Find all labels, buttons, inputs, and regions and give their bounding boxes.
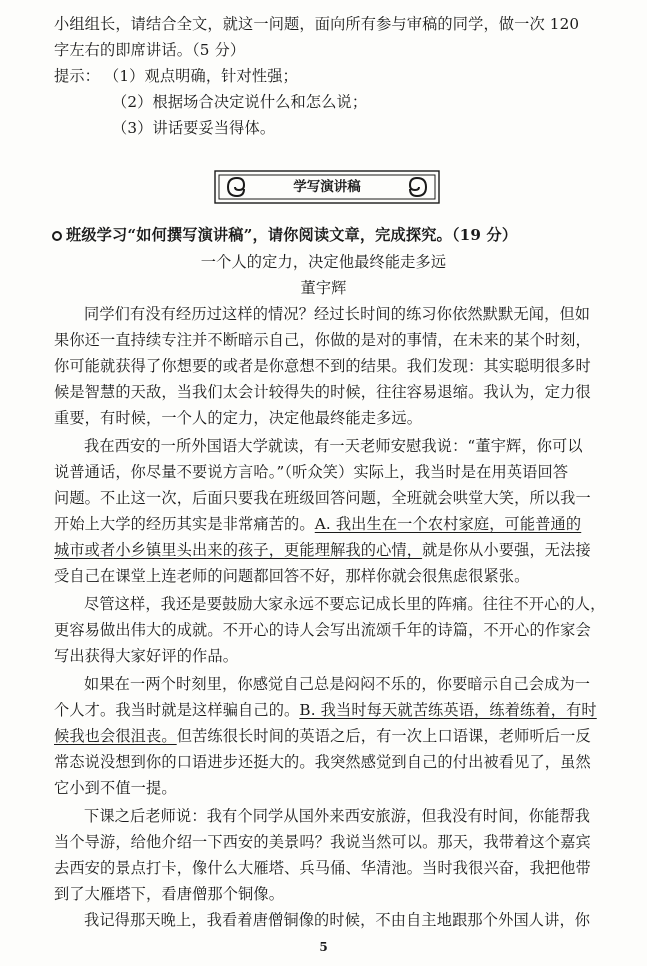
article-line: 问题。不止这一次，后面只要我在班级回答问题，全班就会哄堂大笑，所以我一 (54, 489, 591, 507)
underlined-sentence-a: A. 我出生在一个农村家庭，可能普通的 (314, 515, 582, 533)
article-line: 说普通话，你尽量不要说方言哈。”（听众笑）实际上，我当时是在用英语回答 (54, 463, 569, 481)
article-line: 候是智慧的天敌，当我们太会计较得失的时候，往往容易退缩。我认为，定力很 (54, 383, 591, 401)
article-line: 尽管这样，我还是要鼓励大家永远不要忘记成长里的阵痛。往往不开心的人， (84, 595, 606, 613)
article-line: 它小到不值一提。 (54, 779, 177, 797)
hint-item: （3）讲话要妥当得体。 (112, 119, 276, 137)
article-line: 去西安的景点打卡，像什么大雁塔、兵马俑、华清池。当时我很兴奋，我把他带 (54, 859, 591, 877)
underlined-sentence-a: 城市或者小乡镇里头出来的孩子，更能理解我的心情， (54, 541, 423, 559)
article-line: 同学们有没有经历过这样的情况？经过长时间的练习你依然默默无闻，但如 (84, 305, 591, 323)
page-number: 5 (319, 940, 328, 954)
article-title: 一个人的定力，决定他最终能走多远 (200, 253, 447, 271)
article-line: 我记得那天晚上，我看着唐僧铜像的时候，不由自主地跟那个外国人讲，你 (84, 911, 591, 929)
instruction-line: 小组组长，请结合全文，就这一问题，面向所有参与审稿的同学，做一次 120 (54, 15, 580, 33)
section-banner (214, 170, 440, 204)
article-line: 下课之后老师说：我有个同学从国外来西安旅游，但我没有时间，你能帮我 (84, 807, 591, 825)
hint-item: （1）观点明确，针对性强； (104, 67, 298, 85)
article-line: 如果在一两个时刻里，你感觉自己总是闷闷不乐的，你要暗示自己会成为一 (84, 675, 591, 693)
article-line: 我在西安的一所外国语大学就读，有一天老师安慰我说：“董宇辉，你可以 (84, 437, 583, 455)
hint-item: （2）根据场合决定说什么和怎么说； (112, 93, 368, 111)
banner-title: 学写演讲稿 (293, 179, 361, 195)
article-author: 董宇辉 (300, 279, 347, 297)
underlined-sentence-b: B. 我当时每天就苦练英语，练着练着，有时 (299, 701, 597, 719)
question-text: 班级学习“如何撰写演讲稿”，请你阅读文章，完成探究。（19 分） (66, 226, 518, 244)
article-line: 到了大雁塔下，看唐僧那个铜像。 (54, 885, 285, 903)
instruction-line: 字左右的即席讲话。（5 分） (54, 41, 246, 59)
article-line: 果你还一直持续专注并不断暗示自己，你做的是对的事情，在未来的某个时刻， (54, 331, 591, 349)
article-line: 当个导游，给他介绍一下西安的美景吗？我说当然可以。那天，我带着这个嘉宾 (54, 833, 591, 851)
article-line: 开始上大学的经历其实是非常痛苦的。A. 我出生在一个农村家庭，可能普通的 (54, 515, 582, 533)
hint-label: 提示： (54, 67, 101, 85)
underlined-sentence-b: 候我也会很沮丧。 (54, 727, 177, 745)
article-line: 常态说没想到你的口语进步还挺大的。我突然感觉到自己的付出被看见了，虽然 (54, 753, 591, 771)
article-line: 个人才。我当时就是这样骗自己的。B. 我当时每天就苦练英语，练着练着，有时 (54, 701, 597, 719)
article-line: 候我也会很沮丧。但苦练很长时间的英语之后，有一次上口语课，老师听后一反 (54, 727, 591, 745)
circle-bullet-icon (52, 231, 62, 241)
question-prompt (52, 222, 517, 248)
article-line: 受自己在课堂上连老师的问题都回答不好，那样你就会很焦虑很紧张。 (54, 567, 530, 585)
article-line: 重要，有时候，一个人的定力，决定他最终能走多远。 (54, 409, 423, 427)
article-line: 更容易做出伟大的成就。不开心的诗人会写出流颂千年的诗篇，不开心的作家会 (54, 621, 591, 639)
article-line: 城市或者小乡镇里头出来的孩子，更能理解我的心情，就是你从小要强，无法接 (54, 541, 591, 559)
article-line: 你可能就获得了你想要的或者是你意想不到的结果。我们发现：其实聪明很多时 (54, 357, 591, 375)
article-line: 写出获得大家好评的作品。 (54, 647, 239, 665)
